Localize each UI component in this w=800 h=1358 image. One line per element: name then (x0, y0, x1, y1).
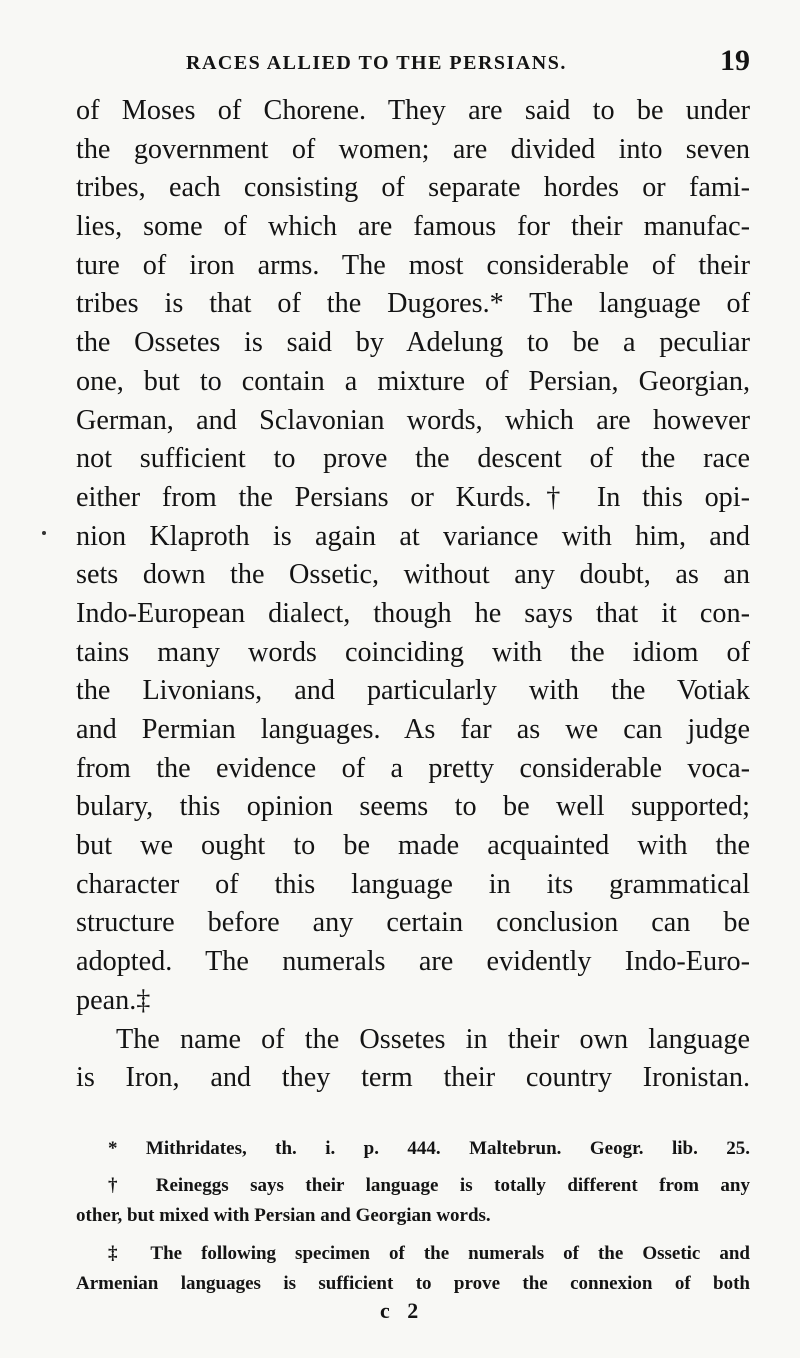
body-line: either from the Persians or Kurds.† In this opi- (76, 481, 750, 513)
body-line: and Permian languages. As far as we can judge (76, 714, 750, 745)
body-line: from the evidence of a pretty considerable voca- (76, 752, 750, 784)
body-line: but we ought to be made acquainted with the (76, 830, 750, 862)
body-line: the Ossetes is said by Adelung to be a peculiar (76, 327, 750, 359)
footnote-line: † Reineggs says their language is totally different from any (108, 1175, 750, 1197)
body-line: Indo-European dialect, though he says that it con- (76, 597, 750, 629)
page-number: 19 (720, 44, 750, 77)
running-head (76, 44, 756, 80)
body-line: the Livonians, and particularly with the Votiak (76, 675, 750, 707)
body-line: tains many words coinciding with the idiom of (76, 636, 750, 668)
body-line: The name of the Ossetes in their own language (116, 1023, 750, 1055)
body-line: not sufficient to prove the descent of the race (76, 443, 750, 475)
body-text (76, 92, 750, 1098)
body-line: sets down the Ossetic, without any doubt, as an (76, 559, 750, 591)
signature-mark: c 2 (380, 1298, 425, 1323)
body-line: German, and Sclavonian words, which are however (76, 404, 750, 436)
body-line: is Iron, and they term their country Ironistan. (76, 1062, 750, 1094)
body-line: bulary, this opinion seems to be well supported; (76, 791, 750, 823)
body-line: tribes is that of the Dugores.* The language of (76, 288, 750, 320)
body-line: ture of iron arms. The most considerable of their (76, 249, 750, 281)
footnote-line: other, but mixed with Persian and Georgian words. (76, 1205, 491, 1227)
footnote-line: * Mithridates, th. i. p. 444. Maltebrun. Geogr. lib. 25. (108, 1138, 750, 1159)
footnotes (76, 1134, 750, 1299)
margin-mark (42, 531, 46, 535)
body-line: structure before any certain conclusion can be (76, 907, 750, 939)
body-line: tribes, each consisting of separate hordes or fami- (76, 172, 750, 204)
body-line: one, but to contain a mixture of Persian, Georgian, (76, 365, 750, 397)
body-line: adopted. The numerals are evidently Indo-Euro- (76, 946, 750, 978)
body-line: the government of women; are divided into seven (76, 133, 750, 165)
footnote-line: Armenian languages is sufficient to prove the connexion of both (76, 1272, 750, 1294)
body-line: nion Klaproth is again at variance with him, and (76, 520, 750, 552)
body-line: pean.‡ (76, 984, 151, 1016)
body-line: of Moses of Chorene. They are said to be under (76, 95, 750, 126)
running-title: RACES ALLIED TO THE PERSIANS. (186, 52, 567, 74)
body-line: character of this language in its grammatical (76, 868, 750, 900)
body-line: lies, some of which are famous for their manufac- (76, 211, 750, 243)
footnote-line: ‡ The following specimen of the numerals of the Ossetic and (108, 1242, 750, 1264)
